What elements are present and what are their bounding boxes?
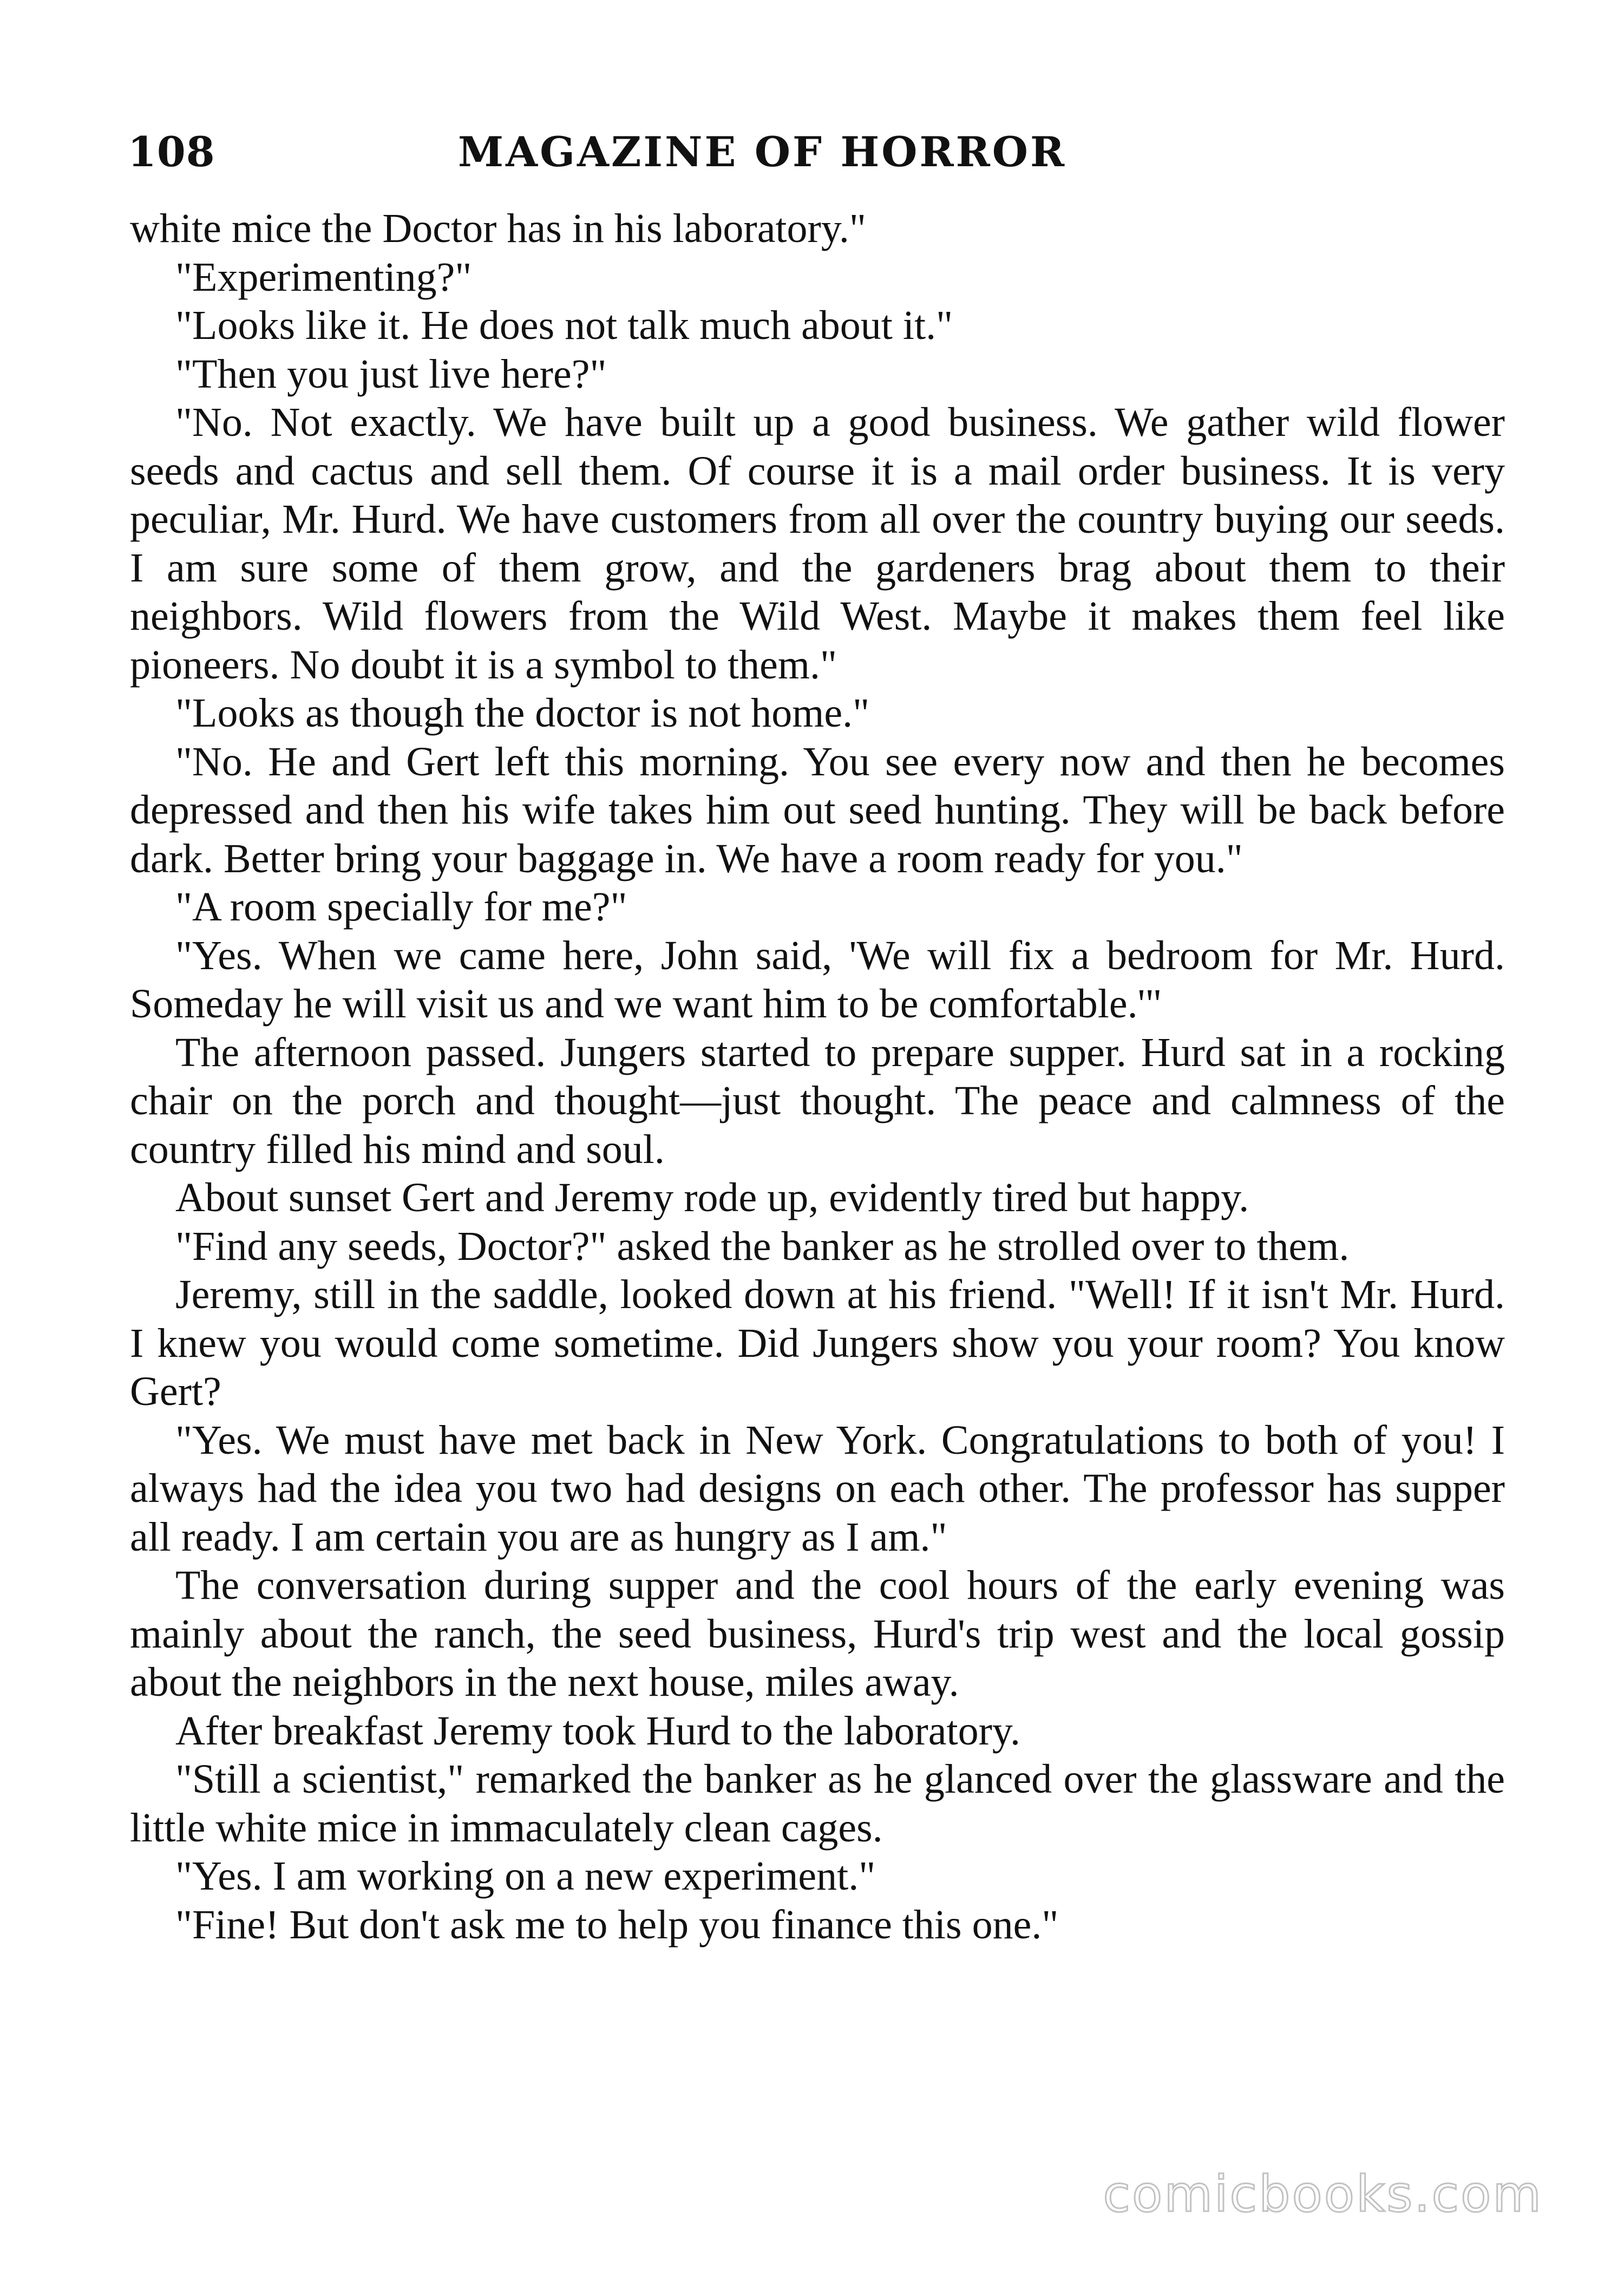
- page-header: [128, 122, 1514, 187]
- paragraph: Jeremy, still in the saddle, looked down at his friend. "Well! If it isn't Mr. Hurd. I knew you would come sometime. Did Jungers show you your room? You know Gert?: [130, 1272, 1505, 1414]
- paragraph: "Yes. When we came here, John said, 'We will fix a bedroom for Mr. Hurd. Someday he will visit us and we want him to be comfortable.'": [130, 932, 1505, 1027]
- watermark: comicbooks.com: [1103, 2165, 1543, 2223]
- paragraph: The conversation during supper and the cool hours of the early evening was mainly about the ranch, the seed business, Hurd's trip west and the local gossip about the neighbors in the next house, miles away.: [130, 1563, 1505, 1705]
- paragraph: "Looks as though the doctor is not home.": [175, 690, 870, 736]
- page-number: 108: [128, 128, 215, 176]
- paragraph: "A room specially for me?": [175, 884, 627, 930]
- body-text: [130, 205, 1505, 1949]
- paragraph: After breakfast Jeremy took Hurd to the laboratory.: [175, 1708, 1020, 1754]
- running-head: MAGAZINE OF HORROR: [458, 128, 1067, 176]
- paragraph: white mice the Doctor has in his laboratory.": [130, 206, 866, 251]
- paragraph: "No. He and Gert left this morning. You see every now and then he becomes depressed and then his wife takes him out seed hunting. They will be back before dark. Better bring your baggage in. We have a room ready for you.": [130, 739, 1505, 881]
- paragraph: The afternoon passed. Jungers started to prepare supper. Hurd sat in a rocking chair on the porch and thought—just thought. The peace and calmness of the country filled his mind and soul.: [130, 1029, 1505, 1172]
- paragraph: "Find any seeds, Doctor?" asked the banker as he strolled over to them.: [175, 1223, 1350, 1269]
- paragraph: "No. Not exactly. We have built up a good business. We gather wild flower seeds and cactus and sell them. Of course it is a mail order business. It is very peculiar, Mr. Hurd. We have customers from all over the country buying our seeds. I am sure some of them grow, and the gardeners brag about them to their neighbors. Wild flowers from the Wild West. Maybe it makes them feel like pioneers. No doubt it is a symbol to them.": [130, 400, 1505, 688]
- paragraph: "Experimenting?": [175, 254, 472, 300]
- paragraph: "Fine! But don't ask me to help you finance this one.": [175, 1901, 1059, 1948]
- paragraph: "Still a scientist," remarked the banker as he glanced over the glassware and the little white mice in immaculately clean cages.: [130, 1756, 1505, 1851]
- paragraph: "Looks like it. He does not talk much about it.": [175, 303, 953, 348]
- paragraph: "Yes. We must have met back in New York. Congratulations to both of you! I always had the idea you two had designs on each other. The professor has supper all ready. I am certain you are as hungry as I am.": [130, 1417, 1505, 1560]
- paragraph: "Then you just live here?": [175, 351, 607, 397]
- paragraph: "Yes. I am working on a new experiment.": [175, 1853, 876, 1899]
- paragraph: About sunset Gert and Jeremy rode up, evidently tired but happy.: [175, 1175, 1249, 1220]
